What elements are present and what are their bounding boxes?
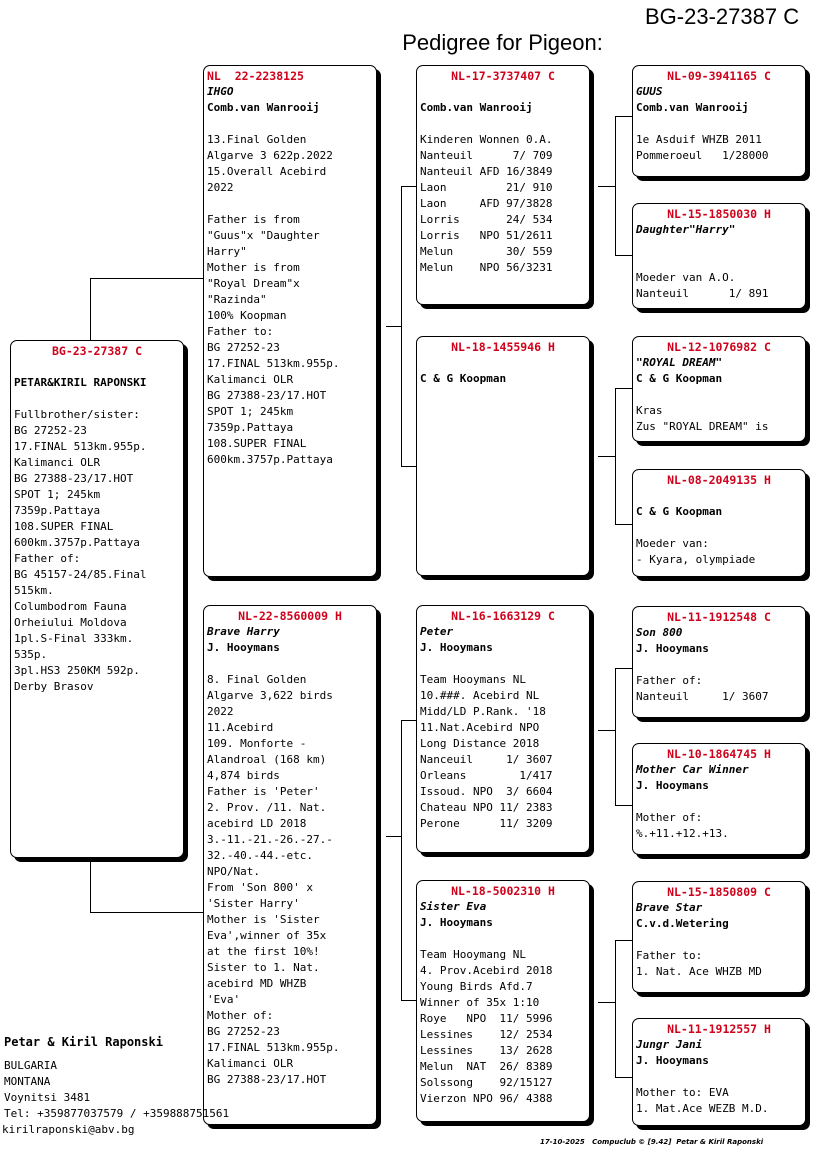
pigeon-name: "ROYAL DREAM" [636,356,723,369]
owner-name: Comb.van Wanrooij [636,101,749,114]
owner-name: PETAR&KIRIL RAPONSKI [14,376,147,389]
ring-number: NL-15-1850809 C [667,885,771,899]
ring-number: NL-12-1076982 C [667,340,771,354]
ring-number: NL-15-1850030 H [667,207,771,221]
ring-number: NL-11-1912548 C [667,610,771,624]
connector-line [90,912,205,913]
connector-line [615,1077,633,1078]
breeder-name: Petar & Kiril Raponski [4,1035,163,1049]
mother-father-card[interactable] [416,605,590,853]
pigeon-info: Fullbrother/sister: BG 27252-23 17.FINAL 513km.955p. Kalimanci OLR BG 27388-23/17.HOT SPOT 1; 245km 7359p.Pattaya 108.SUPER FINAL 600km.3757p.Pattaya Father of: BG 45157-24/85.Final 515km. Columbodrom Fauna Orheiului Moldova 1pl.S-Final 333km. 535p. 3pl.HS3 250KM 592p. Derby Brasov [14,408,147,693]
mother-mother-card[interactable] [416,880,590,1122]
owner-name: J. Hooymans [420,641,493,654]
owner-name: J. Hooymans [207,641,280,654]
fff-card[interactable] [632,65,806,177]
connector-line [615,805,633,806]
owner-name: J. Hooymans [636,779,709,792]
ring-number: NL-16-1663129 C [451,609,555,623]
owner-name: Comb.van Wanrooij [207,101,320,114]
pigeon-info: Moeder van: - Kyara, olympiade [636,537,756,566]
pigeon-info: 13.Final Golden Algarve 3 622p.2022 15.Overall Acebird 2022 Father is from "Guus"x "Daughter Harry" Mother is from "Royal Dream"x "Razinda" 100% Koopman Father to: BG 27252-23 17.FINAL 513km.955p. Kalimanci OLR BG 27388-23/17.HOT SPOT 1; 245km 7359p.Pattaya 108.SUPER FINAL 600km.3757p.Pattaya [207,133,340,466]
ring-number: NL-09-3941165 C [667,69,771,83]
owner-name: J. Hooymans [636,1054,709,1067]
connector-line [598,186,616,187]
connector-line [386,326,402,327]
ring-number: NL 22-2238125 [207,69,304,83]
footer-credit: 17-10-2025 Compuclub © [9.42] Petar & Kiril Raponski [540,1138,764,1146]
owner-name: C & G Koopman [636,505,723,518]
connector-line [598,456,616,457]
title-label: Pedigree for Pigeon: [402,30,603,55]
pigeon-info: Mother to: EVA 1. Mat.Ace WEZB M.D. [636,1086,769,1115]
title-ring: BG-23-27387 C [645,4,800,29]
breeder-street: Voynitsi 3481 [4,1091,91,1104]
ring-number: NL-11-1912557 H [667,1022,771,1036]
pigeon-name: Brave Harry [207,625,280,638]
pigeon-name: Mother Car Winner [636,763,749,776]
breeder-block [2,1034,230,1136]
pigeon-name [636,488,802,504]
connector-line [615,668,616,806]
ring-number: NL-10-1864745 H [667,747,771,761]
connector-line [615,940,633,941]
pigeon-info: Moeder van A.O. Nanteuil 1/ 891 [636,271,769,300]
pigeon-info: Team Hooymans NL 10.###. Acebird NL Midd/LD P.Rank. '18 11.Nat.Acebird NPO Long Distance 2018 Nanceuil 1/ 3607 Orleans 1/417 Issoud. NPO 3/ 6604 Chateau NPO 11/ 2383 Perone 11/ 3209 [420,673,553,830]
ring-number: NL-18-1455946 H [451,340,555,354]
owner-name: C & G Koopman [420,372,507,385]
connector-line [90,858,91,912]
connector-line [598,1002,616,1003]
owner-name: C & G Koopman [636,372,723,385]
breeder-region: MONTANA [4,1075,51,1088]
ring-number: NL-17-3737407 C [451,69,555,83]
owner-name: C.v.d.Wetering [636,917,729,930]
pigeon-name [420,355,586,371]
ring-number: NL-18-5002310 H [451,884,555,898]
pigeon-info: 1e Asduif WHZB 2011 Pommeroeul 1/28000 [636,133,769,162]
pigeon-name: Brave Star [636,901,703,914]
pigeon-info: Kras Zus "ROYAL DREAM" is [636,404,769,433]
pigeon-name: Daughter"Harry" [636,223,736,236]
pigeon-name: Sister Eva [420,900,487,913]
pigeon-info: Father of: Nanteuil 1/ 3607 [636,674,769,703]
pigeon-info: Mother of: %.+11.+12.+13. [636,811,729,840]
pigeon-name: IHGO [207,85,234,98]
pigeon-info: Team Hooymang NL 4. Prov.Acebird 2018 Young Birds Afd.7 Winner of 35x 1:10 Roye NPO 11/ 5996 Lessines 12/ 2534 Lessines 13/ 2628 Melun NAT 26/ 8389 Solssong 92/15127 Vierzon NPO 96/ 4388 [420,948,553,1105]
connector-line [401,186,402,467]
connector-line [386,836,402,837]
pigeon-name: GUUS [636,85,663,98]
connector-line [90,278,91,340]
breeder-country: BULGARIA [4,1059,57,1072]
breeder-phone: Tel: +359877037579 / +359888751561 [4,1107,230,1120]
breeder-email: kirilraponski@abv.bg [2,1123,135,1136]
connector-line [615,668,633,669]
pigeon-name: Son 800 [636,626,683,639]
ring-number: BG-23-27387 C [51,344,142,358]
fmf-card[interactable] [632,336,806,442]
father-card[interactable] [203,65,377,577]
owner-name: Comb.van Wanrooij [420,101,533,114]
pigeon-info: Father to: 1. Nat. Ace WHZB MD [636,949,762,978]
connector-line [401,720,402,1001]
owner-name [636,238,802,254]
father-father-card[interactable] [416,65,590,305]
ring-number: NL-08-2049135 H [667,473,771,487]
pigeon-name: Peter [420,625,454,638]
owner-name: J. Hooymans [636,642,709,655]
pigeon-name: Jungr Jani [636,1038,703,1051]
connector-line [615,524,633,525]
mff-card[interactable] [632,606,806,718]
pigeon-info: Kinderen Wonnen 0.A. Nanteuil 7/ 709 Nanteuil AFD 16/3849 Laon 21/ 910 Laon AFD 97/3828 Lorris 24/ 534 Lorris NPO 51/2611 Melun 30/ 559 Melun NPO 56/3231 [420,133,553,274]
owner-name: J. Hooymans [420,916,493,929]
mfm-card[interactable] [632,743,806,855]
subject-card[interactable] [10,340,184,858]
ring-number: NL-22-8560009 H [238,609,342,623]
pigeon-name [14,359,180,375]
pigeon-info: 8. Final Golden Algarve 3,622 birds 2022 11.Acebird 109. Monforte - Alandroal (168 km) 4,874 birds Father is 'Peter' 2. Prov. /11. Nat. acebird LD 2018 3.-11.-21.-26.-27.- 32.-40.-44.-etc. NPO/Nat. From 'Son 800' x 'Sister Harry' Mother is 'Sister Eva',winner of 35x at the first 10%! Sister to 1. Nat. acebird MD WHZB 'Eva' Mother of: BG 27252-23 17.FINAL 513km.955p. Kalimanci OLR BG 27388-23/17.HOT [207,673,340,1086]
connector-line [90,278,205,279]
pigeon-name [420,84,586,100]
fmm-card[interactable] [632,469,806,577]
connector-line [615,255,633,256]
connector-line [615,116,633,117]
mmf-card[interactable] [632,881,806,993]
connector-line [598,730,616,731]
mmm-card[interactable] [632,1018,806,1126]
father-mother-card[interactable] [416,336,590,576]
ffm-card[interactable] [632,203,806,309]
connector-line [615,940,616,1078]
connector-line [615,388,616,525]
connector-line [615,388,633,389]
connector-line [615,116,616,256]
